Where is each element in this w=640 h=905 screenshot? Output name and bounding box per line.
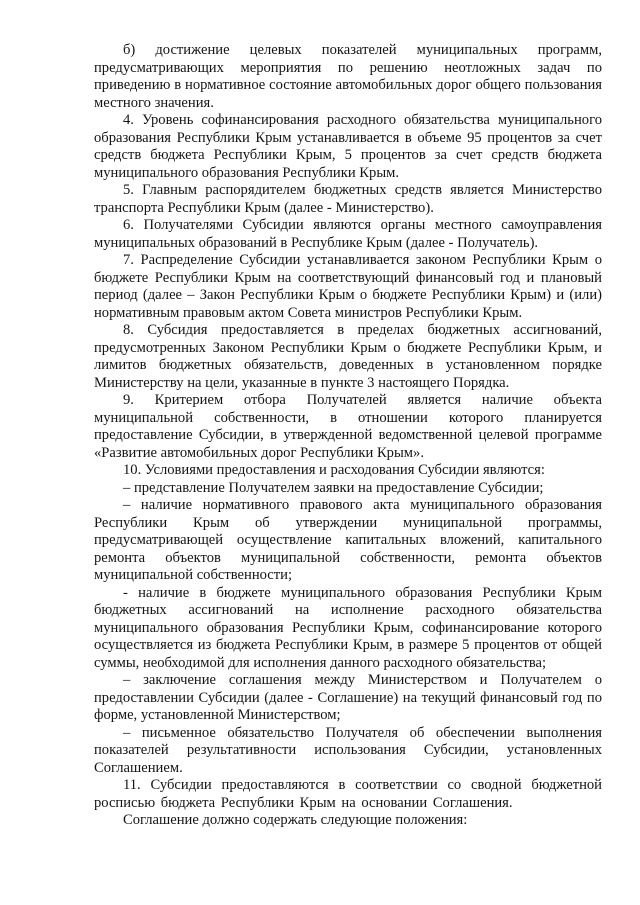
paragraph-10: 10. Условиями предоставления и расходования Субсидии являются: xyxy=(123,462,545,478)
paragraph-7: 7. Распределение Субсидии устанавливается законом Республики Крым о бюджете Республики Крым на соответствующий финансовый год и плановый период (далее – Закон Республики Крым о бюджете Республики Крым) и (или) нормативным правовым актом Совета министров Республики Крым. xyxy=(94,252,602,321)
paragraph-9: 9. Критерием отбора Получателей является наличие объекта муниципальной собственности, в отношении которого планируется предоставление Субсидии, в утвержденной ведомственной целевой программе «Развитие автомобильных дорог Республики Крым». xyxy=(94,392,602,461)
condition-item: – письменное обязательство Получателя об обеспечении выполнения показателей результативности использования Субсидии, установленных Соглашением. xyxy=(94,724,602,776)
paragraph-4: 4. Уровень софинансирования расходного обязательства муниципального образования Республики Крым устанавливается в объеме 95 процентов за счет средств бюджета Республики Крым, 5 процентов за счет средств бюджета муниципального образования Республики Крым. xyxy=(94,112,602,181)
condition-item: – заключение соглашения между Министерством и Получателем о предоставлении Субсидии (далее - Соглашение) на текущий финансовый год по форме, установленной Министерством; xyxy=(94,672,602,723)
document-page xyxy=(94,42,602,830)
paragraph-6: 6. Получателями Субсидии являются органы местного самоуправления муниципальных образований в Республике Крым (далее - Получатель). xyxy=(94,217,602,251)
paragraph-11: 11. Субсидии предоставляются в соответствии со сводной бюджетной росписью бюджета Республики Крым на основании Соглашения. xyxy=(94,777,602,811)
condition-item: – представление Получателем заявки на предоставление Субсидии; xyxy=(123,479,544,496)
paragraph-5: 5. Главным распорядителем бюджетных средств является Министерство транспорта Республики Крым (далее - Министерство). xyxy=(94,182,602,216)
paragraph-3b: б) достижение целевых показателей муниципальных программ, предусматривающих мероприятия по решению неотложных задач по приведению в нормативное состояние автомобильных дорог общего пользования местного значения. xyxy=(94,42,602,111)
paragraph-8: 8. Субсидия предоставляется в пределах бюджетных ассигнований, предусмотренных Законом Республики Крым о бюджете Республики Крым, и лимитов бюджетных обязательств, доведенных в установленном порядке Министерству на цели, указанные в пункте 3 настоящего Порядка. xyxy=(94,322,602,391)
condition-item: - наличие в бюджете муниципального образования Республики Крым бюджетных ассигнований на исполнение расходного обязательства муниципального образования Республики Крым, софинансирование которого осуществляется из бюджета Республики Крым, в размере 5 процентов от общей суммы, необходимой для исполнения данного расходного обязательства; xyxy=(94,584,602,671)
agreement-intro: Соглашение должно содержать следующие положения: xyxy=(123,812,468,828)
condition-item: – наличие нормативного правового акта муниципального образования Республики Крым об утверждении муниципальной программы, предусматривающей осуществление капитальных вложений, капитального ремонта объектов муниципальной собственности, ремонта объектов муниципальной собственности; xyxy=(94,497,602,583)
